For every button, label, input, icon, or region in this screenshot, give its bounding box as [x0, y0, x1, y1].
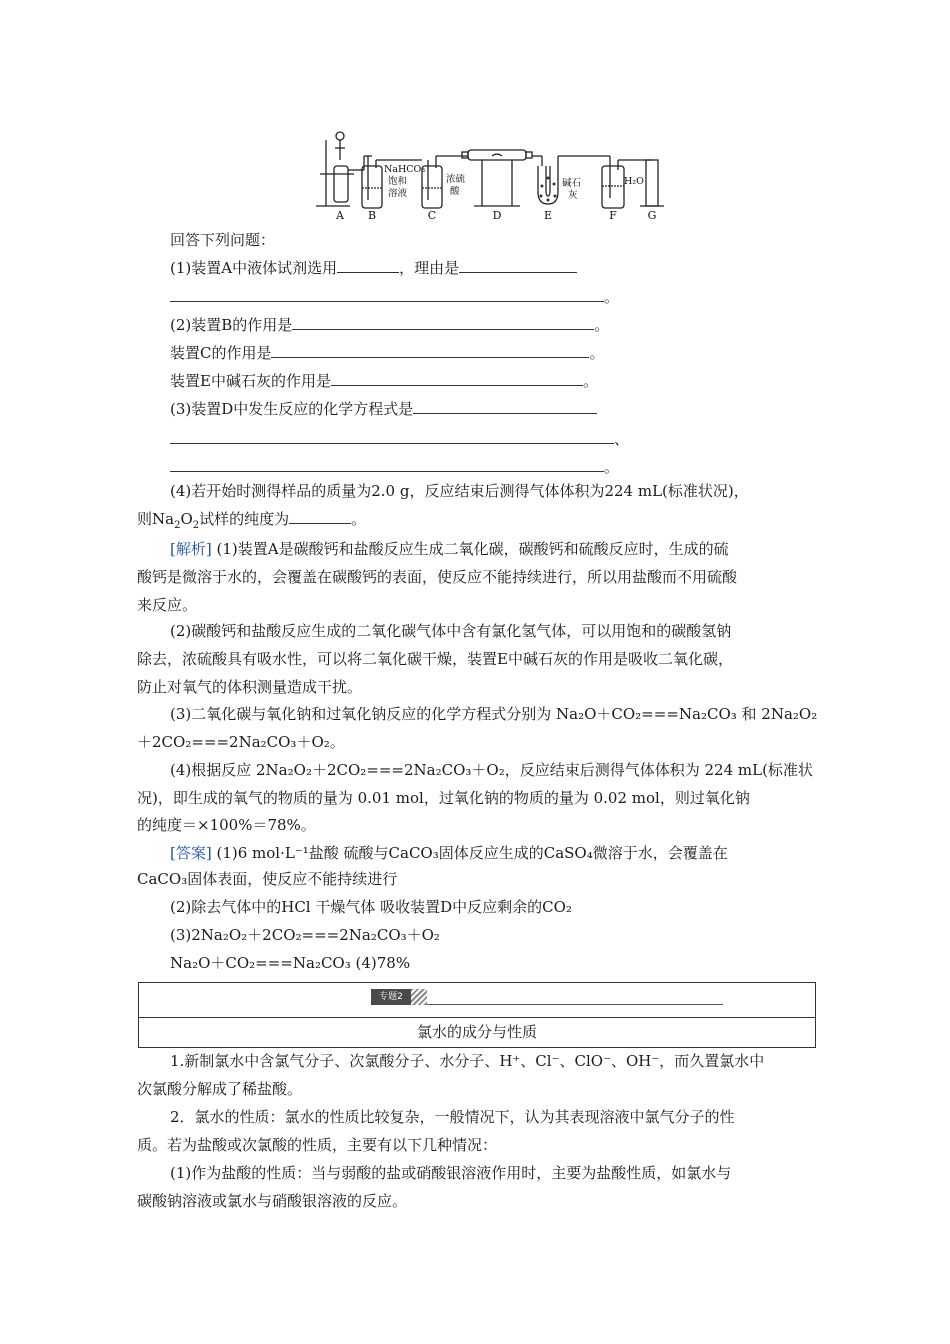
question-1-end: 。 — [604, 288, 620, 306]
analysis-p1-line-2: 酸钙是微溶于水的，会覆盖在碳酸钙的表面，使反应不能持续进行，所以用盐酸而不用硫酸 — [137, 568, 738, 586]
answer-blank-3b — [170, 429, 614, 444]
topic-badge-stripe — [411, 989, 427, 1005]
body-s2-line-2: 质。若为盐酸或次氯酸的性质，主要有以下几种情况： — [137, 1136, 498, 1154]
label-d: D — [492, 209, 502, 222]
c-label-2: 酸 — [450, 186, 460, 197]
question-1-text-a: (1)装置A中液体试剂选用 — [170, 259, 338, 277]
analysis-p1-line-1 — [170, 538, 729, 560]
q4-sub-1: 2 — [174, 520, 181, 531]
question-3-line-2 — [170, 428, 629, 450]
topic-separator — [139, 1017, 815, 1018]
question-1-text-b: ，理由是 — [399, 259, 460, 277]
label-e: E — [543, 209, 553, 222]
label-b: B — [367, 209, 377, 222]
answer-blank-1c — [170, 287, 604, 302]
f-label: H₂O — [624, 176, 644, 187]
analysis-p1a: (1)装置A是碳酸钙和盐酸反应生成二氧化碳，碳酸钙和硫酸反应时，生成的硫 — [211, 540, 729, 558]
topic-title: 氯水的成分与性质 — [416, 1023, 537, 1041]
label-a: A — [336, 209, 344, 222]
analysis-p4-line-2: 况)，即生成的氧气的物质的量为 0.01 mol，过氧化钠的物质的量为 0.02 mol，则过氧化钠 — [137, 789, 750, 807]
q4-text-pre: 则Na — [137, 510, 175, 528]
answer-blank-2e — [331, 371, 583, 386]
analysis-p2-line-2: 除去，浓硫酸具有吸水性，可以将二氧化碳干燥，装置E中碱石灰的作用是吸收二氧化碳， — [137, 650, 733, 668]
question-2-line — [170, 314, 609, 336]
question-3-mid: 、 — [614, 430, 630, 448]
question-2c-text: 装置C的作用是 — [170, 344, 272, 362]
answer-line-3: (2)除去气体中的HCl 干燥气体 吸收装置D中反应剩余的CO₂ — [170, 898, 572, 916]
question-3-line — [170, 398, 597, 420]
b-label-2: 溶液 — [388, 188, 408, 199]
analysis-p3-line-2: ＋2CO₂===2Na₂CO₃＋O₂。 — [137, 733, 345, 751]
answer-blank-4 — [289, 509, 351, 524]
label-g: G — [647, 209, 657, 222]
question-1-line — [170, 257, 577, 279]
answer-line-1 — [170, 842, 728, 864]
body-s3-line-1: (1)作为盐酸的性质：当与弱酸的盐或硝酸银溶液作用时，主要为盐酸性质，如氯水与 — [170, 1164, 732, 1182]
body-s1-line-2: 次氯酸分解成了稀盐酸。 — [137, 1080, 303, 1098]
analysis-p1-line-3: 来反应。 — [137, 596, 198, 614]
question-3-line-3 — [170, 456, 619, 478]
body-s2-line-1: 2．氯水的性质：氯水的性质比较复杂，一般情况下，认为其表现溶液中氯气分子的性 — [170, 1108, 735, 1126]
q4-end: 。 — [351, 510, 367, 528]
analysis-p4-line-3: 的纯度＝×100%＝78%。 — [137, 816, 316, 834]
question-1-line-2 — [170, 286, 619, 308]
answer-blank-1b — [459, 258, 577, 273]
question-4-line-2 — [137, 508, 366, 530]
q4-text-post: 试样的纯度为 — [199, 510, 290, 528]
analysis-p3-line-1: (3)二氧化碳与氧化钠和过氧化钠反应的化学方程式分别为 Na₂O＋CO₂===Na₂CO₃ 和 2Na₂O₂ — [170, 705, 818, 723]
answer-blank-3a — [413, 399, 597, 414]
apparatus-diagram — [310, 126, 670, 222]
answer-tag: [答案] — [170, 844, 212, 862]
topic-rule — [427, 1004, 723, 1005]
topic-box — [138, 982, 816, 1048]
question-2-end: 。 — [594, 316, 610, 334]
e-label-2: 灰 — [568, 190, 578, 201]
topic-badge: 专题2 — [371, 989, 411, 1005]
answer-line-4: (3)2Na₂O₂＋2CO₂===2Na₂CO₃＋O₂ — [170, 926, 440, 944]
body-s3-line-2: 碳酸钠溶液或氯水与硝酸银溶液的反应。 — [137, 1192, 408, 1210]
analysis-tag: [解析] — [170, 540, 212, 558]
question-3-text: (3)装置D中发生反应的化学方程式是 — [170, 400, 414, 418]
analysis-p2-line-3: 防止对氧气的体积测量造成干扰。 — [137, 678, 363, 696]
question-2e-end: 。 — [582, 372, 598, 390]
answer-a1a: (1)6 mol·L⁻¹盐酸 硫酸与CaCO₃固体反应生成的CaSO₄微溶于水，会覆盖在 — [211, 844, 728, 862]
label-c: C — [427, 209, 437, 222]
answer-blank-3c — [170, 457, 604, 472]
b-label-1: 饱和 — [388, 176, 408, 187]
questions-intro: 回答下列问题： — [170, 231, 276, 249]
question-2e-text: 装置E中碱石灰的作用是 — [170, 372, 331, 390]
q4-text-mid: O — [180, 510, 193, 528]
b-reagent-label: NaHCO₃ — [384, 164, 426, 175]
analysis-p2-line-1: (2)碳酸钙和盐酸反应生成的二氧化碳气体中含有氯化氢气体，可以用饱和的碳酸氢钠 — [170, 622, 732, 640]
question-4-line: (4)若开始时测得样品的质量为2.0 g，反应结束后测得气体体积为224 mL(标准状况)， — [170, 482, 749, 500]
answer-blank-1a — [337, 258, 399, 273]
q4-sub-2: 2 — [192, 520, 200, 531]
question-2c-line — [170, 342, 605, 364]
question-2-text: (2)装置B的作用是 — [170, 316, 293, 334]
c-label-1: 浓硫 — [446, 174, 466, 185]
answer-line-5: Na₂O＋CO₂===Na₂CO₃ (4)78% — [170, 954, 411, 972]
question-3-end: 。 — [604, 458, 620, 476]
label-f: F — [609, 209, 617, 222]
analysis-p4-line-1: (4)根据反应 2Na₂O₂＋2CO₂===2Na₂CO₃＋O₂，反应结束后测得气体体积为 224 mL(标准状 — [170, 761, 813, 779]
question-2e-line — [170, 370, 598, 392]
answer-blank-2c — [271, 343, 589, 358]
body-s1-line-1: 1.新制氯水中含氯气分子、次氯酸分子、水分子、H⁺、Cl⁻、ClO⁻、OH⁻，而久置氯水中 — [170, 1052, 765, 1070]
e-label-1: 碱石 — [562, 178, 582, 189]
answer-line-2: CaCO₃固体表面，使反应不能持续进行 — [137, 870, 398, 888]
answer-blank-2 — [292, 315, 594, 330]
question-2c-end: 。 — [589, 344, 605, 362]
